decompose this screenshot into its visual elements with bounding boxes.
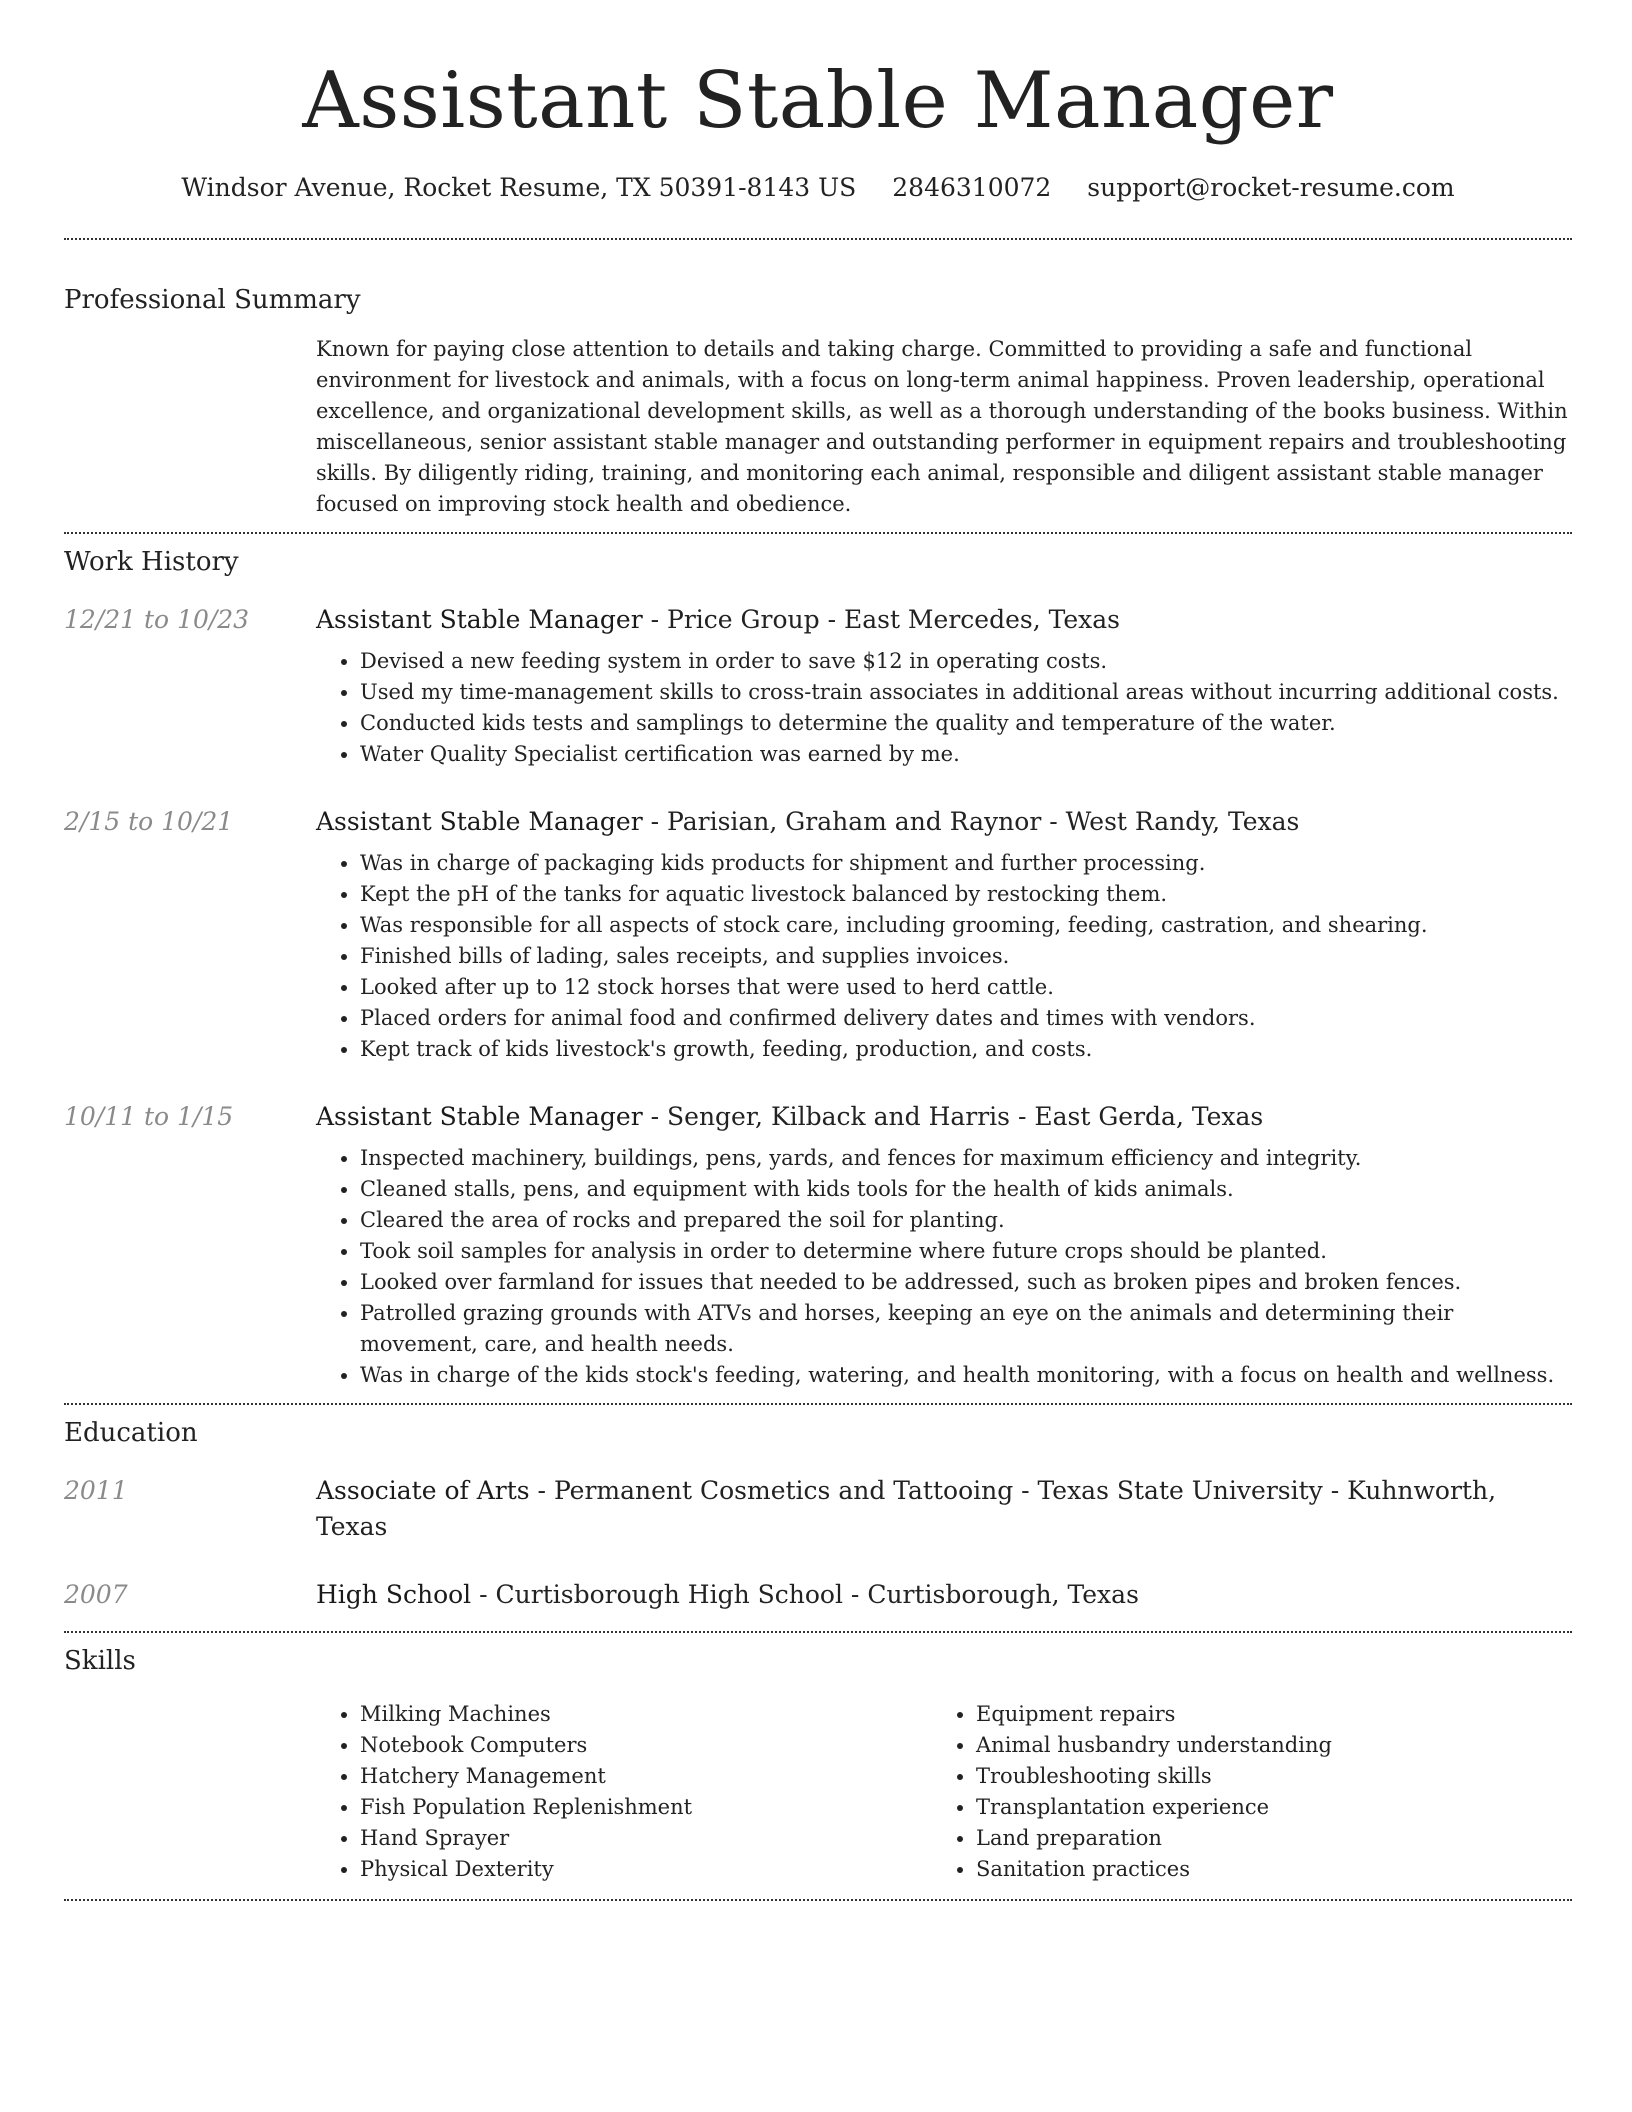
list-item: • Patrolled grazing grounds with ATVs and horses, keeping an eye on the animals and determining their movement, care, and health needs. bbox=[360, 1298, 1572, 1360]
education-entry bbox=[64, 1577, 1572, 1613]
list-item: • Was in charge of the kids stock's feeding, watering, and health monitoring, with a focus on health and wellness. bbox=[360, 1360, 1572, 1391]
job-role: Assistant Stable Manager bbox=[316, 1102, 643, 1131]
summary-text: Known for paying close attention to details and taking charge. Committed to providing a safe and functional environment for livestock and animals, with a focus on long-term animal happiness. Proven leadership, operational excellence, and organizational development skills, as well as a thorough understanding of the books business. Within miscellaneous, senior assistant stable manager and outstanding performer in equipment repairs and troubleshooting skills. By diligently riding, training, and monitoring each animal, responsible and diligent assistant stable manager focused on improving stock health and obedience. bbox=[316, 337, 1568, 516]
candidate-name: Assistant Stable Manager bbox=[302, 56, 1334, 146]
job-company: Senger, Kilback and Harris - East Gerda, Texas bbox=[667, 1102, 1264, 1131]
divider-skills bbox=[64, 1899, 1572, 1901]
job-role: Assistant Stable Manager bbox=[316, 807, 643, 836]
list-item: • Looked over farmland for issues that needed to be addressed, such as broken pipes and broken fences. bbox=[360, 1267, 1572, 1298]
job-company: Price Group - East Mercedes, Texas bbox=[667, 605, 1120, 634]
list-item: • Was in charge of packaging kids products for shipment and further processing. bbox=[360, 848, 1572, 879]
job-separator: - bbox=[650, 605, 668, 634]
job-bullets bbox=[316, 848, 1572, 1065]
list-item: • Used my time-management skills to cross-train associates in additional areas without incurring additional costs. bbox=[360, 677, 1572, 708]
job-dates: 2/15 to 10/21 bbox=[64, 807, 234, 836]
education-degree: High School bbox=[316, 1580, 472, 1609]
job-entry bbox=[64, 602, 1572, 770]
skills-column-left bbox=[316, 1699, 932, 1885]
education-year: 2007 bbox=[64, 1580, 128, 1609]
section-title-summary: Professional Summary bbox=[64, 285, 361, 315]
list-item: • Troubleshooting skills bbox=[976, 1761, 1548, 1792]
education-separator: - bbox=[479, 1580, 496, 1609]
section-title-education: Education bbox=[64, 1418, 198, 1448]
list-item: • Animal husbandry understanding bbox=[976, 1730, 1548, 1761]
job-entry bbox=[64, 804, 1572, 1065]
list-item: • Inspected machinery, buildings, pens, yards, and fences for maximum efficiency and integrity. bbox=[360, 1143, 1572, 1174]
job-company: Parisian, Graham and Raynor - West Randy, Texas bbox=[667, 807, 1300, 836]
list-item: • Equipment repairs bbox=[976, 1699, 1548, 1730]
job-dates: 12/21 to 10/23 bbox=[64, 605, 250, 634]
education-detail: Permanent Cosmetics and Tattooing - Texas State University - Kuhnworth, Texas bbox=[316, 1476, 1497, 1541]
list-item: • Water Quality Specialist certification was earned by me. bbox=[360, 739, 1572, 770]
list-item: • Milking Machines bbox=[360, 1699, 932, 1730]
contact-line bbox=[64, 170, 1572, 206]
list-item: • Kept track of kids livestock's growth, feeding, production, and costs. bbox=[360, 1034, 1572, 1065]
list-item: • Land preparation bbox=[976, 1823, 1548, 1854]
education-title bbox=[316, 1577, 1572, 1613]
contact-address: Windsor Avenue, Rocket Resume, TX 50391-8143 US bbox=[181, 173, 857, 202]
job-title bbox=[316, 804, 1572, 840]
job-title bbox=[316, 602, 1572, 638]
list-item: • Sanitation practices bbox=[976, 1854, 1548, 1885]
skills-list bbox=[316, 1699, 1572, 1885]
list-item: • Cleared the area of rocks and prepared the soil for planting. bbox=[360, 1205, 1572, 1236]
list-item: • Looked after up to 12 stock horses that were used to herd cattle. bbox=[360, 972, 1572, 1003]
list-item: • Kept the pH of the tanks for aquatic livestock balanced by restocking them. bbox=[360, 879, 1572, 910]
list-item: • Transplantation experience bbox=[976, 1792, 1548, 1823]
resume-page bbox=[64, 0, 1572, 1901]
education-entry bbox=[64, 1473, 1572, 1545]
job-bullets bbox=[316, 646, 1572, 770]
list-item: • Was responsible for all aspects of stock care, including grooming, feeding, castration, and shearing. bbox=[360, 910, 1572, 941]
education-degree: Associate of Arts bbox=[316, 1476, 530, 1505]
list-item: • Devised a new feeding system in order to save $12 in operating costs. bbox=[360, 646, 1572, 677]
job-separator: - bbox=[650, 1102, 668, 1131]
list-item: • Cleaned stalls, pens, and equipment with kids tools for the health of kids animals. bbox=[360, 1174, 1572, 1205]
job-dates: 10/11 to 1/15 bbox=[64, 1102, 234, 1131]
list-item: • Notebook Computers bbox=[360, 1730, 932, 1761]
list-item: • Hand Sprayer bbox=[360, 1823, 932, 1854]
job-title bbox=[316, 1099, 1572, 1135]
list-item: • Placed orders for animal food and confirmed delivery dates and times with vendors. bbox=[360, 1003, 1572, 1034]
list-item: • Took soil samples for analysis in order to determine where future crops should be planted. bbox=[360, 1236, 1572, 1267]
job-bullets bbox=[316, 1143, 1572, 1391]
section-title-skills: Skills bbox=[64, 1646, 136, 1676]
job-role: Assistant Stable Manager bbox=[316, 605, 643, 634]
list-item: • Fish Population Replenishment bbox=[360, 1792, 932, 1823]
education-detail: Curtisborough High School - Curtisborough, Texas bbox=[495, 1580, 1139, 1609]
list-item: • Hatchery Management bbox=[360, 1761, 932, 1792]
job-separator: - bbox=[650, 807, 668, 836]
section-title-work: Work History bbox=[64, 547, 239, 577]
list-item: • Finished bills of lading, sales receipts, and supplies invoices. bbox=[360, 941, 1572, 972]
skills-column-right bbox=[932, 1699, 1548, 1885]
education-year: 2011 bbox=[64, 1476, 128, 1505]
education-title bbox=[316, 1473, 1572, 1545]
job-entry bbox=[64, 1099, 1572, 1391]
list-item: • Conducted kids tests and samplings to determine the quality and temperature of the water. bbox=[360, 708, 1572, 739]
education-separator: - bbox=[537, 1476, 554, 1505]
contact-phone: 2846310072 bbox=[892, 173, 1052, 202]
contact-email: support@rocket-resume.com bbox=[1087, 173, 1455, 202]
list-item: • Physical Dexterity bbox=[360, 1854, 932, 1885]
